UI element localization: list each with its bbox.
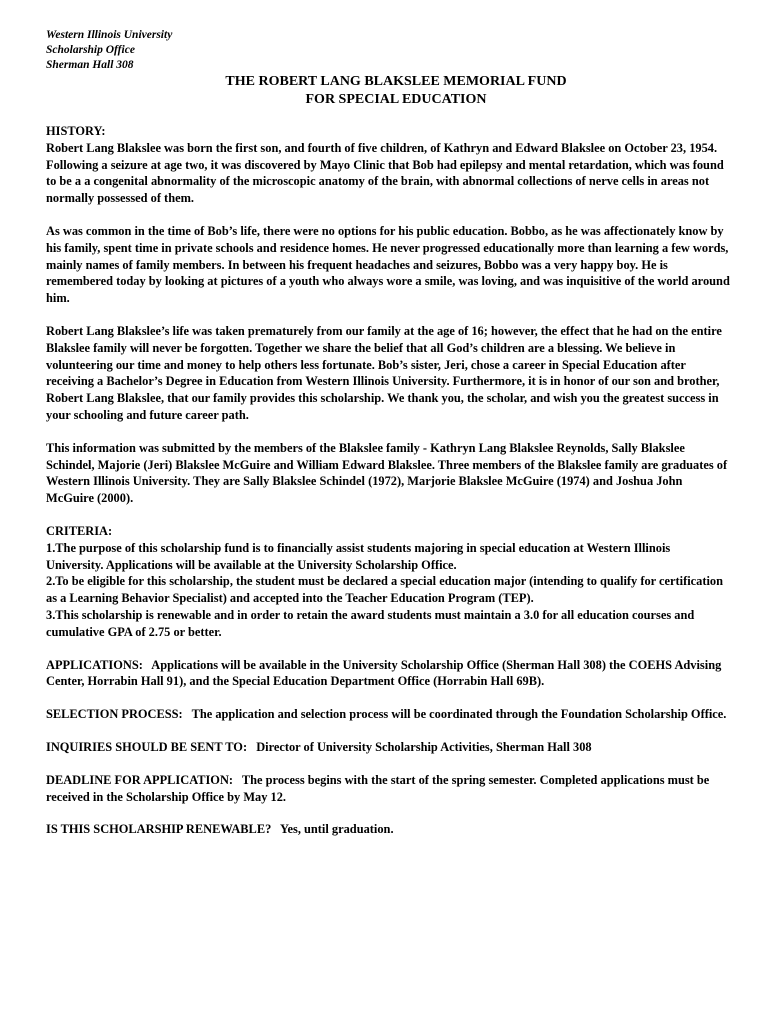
document-title bbox=[46, 73, 730, 109]
inquiries-section bbox=[46, 739, 730, 756]
selection-section bbox=[46, 706, 730, 723]
selection-label: SELECTION PROCESS: bbox=[46, 707, 183, 722]
title-line-1: THE ROBERT LANG BLAKSLEE MEMORIAL FUND bbox=[225, 74, 567, 89]
history-text-1: Robert Lang Blakslee was born the first son, and fourth of five children, of Kathryn and Edward Blakslee on October 23, 1954. Following a seizure at age two, it was discovered by Mayo Clinic that Bob had epilepsy and mental retardation, which was found to be a a congenital abnormality of the microscopic anatomy of the brain, with abnormal collections of nerve cells in areas not normally possessed of them. bbox=[46, 140, 724, 206]
letterhead-address: Sherman Hall 308 bbox=[46, 59, 134, 71]
deadline-section bbox=[46, 772, 730, 806]
selection-text: The application and selection process will be coordinated through the Foundation Scholarship Office. bbox=[191, 707, 727, 722]
criteria-item-1: 1.The purpose of this scholarship fund is to financially assist students majoring in special education at Western Illinois University. Applications will be available at the University Scholarship Office. bbox=[46, 540, 671, 572]
inquiries-label: INQUIRIES SHOULD BE SENT TO: bbox=[46, 739, 248, 754]
deadline-label: DEADLINE FOR APPLICATION: bbox=[46, 772, 234, 787]
criteria-section bbox=[46, 523, 730, 641]
criteria-item-3: 3.This scholarship is renewable and in order to retain the award students must maintain a 3.0 for all education courses and cumulative GPA of 2.75 or better. bbox=[46, 607, 695, 639]
history-paragraph-3: Robert Lang Blakslee’s life was taken prematurely from our family at the age of 16; however, the effect that he had on the entire Blakslee family will never be forgotten. Together we share the belief that all God’s children are a blessing. We believe in volunteering our time and money to help others less fortunate. Bob’s sister, Jeri, chose a career in Special Education after receiving a Bachelor’s Degree in Education from Western Illinois University. Furthermore, it is in honor of our son and brother, Robert Lang Blakslee, that our family provides this scholarship. We thank you, the scholar, and wish you the greatest success in your schooling and future career path. bbox=[46, 323, 722, 422]
inquiries-text: Director of University Scholarship Activities, Sherman Hall 308 bbox=[256, 739, 592, 754]
renewable-label: IS THIS SCHOLARSHIP RENEWABLE? bbox=[46, 822, 272, 837]
document-page bbox=[46, 28, 730, 854]
renewable-section bbox=[46, 821, 730, 838]
applications-label: APPLICATIONS: bbox=[46, 657, 143, 672]
criteria-item-2: 2.To be eligible for this scholarship, the student must be declared a special education major (intending to qualify for certification as a Learning Behavior Specialist) and accepted into the Teacher Education Program (TEP). bbox=[46, 574, 724, 606]
letterhead-office: Scholarship Office bbox=[46, 44, 135, 56]
history-paragraph-1 bbox=[46, 123, 730, 207]
deadline-text: The process begins with the start of the spring semester. Completed applications must be received in the Scholarship Office by May 12. bbox=[46, 772, 710, 804]
renewable-text: Yes, until graduation. bbox=[279, 822, 394, 837]
history-paragraph-4: This information was submitted by the members of the Blakslee family - Kathryn Lang Blakslee Reynolds, Sally Blakslee Schindel, Majorie (Jeri) Blakslee McGuire and William Edward Blakslee. Three members of the Blakslee family are graduates of Western Illinois University. They are Sally Blakslee Schindel (1972), Marjorie Blakslee McGuire (1974) and Joshua John McGuire (2000). bbox=[46, 440, 728, 506]
history-heading: HISTORY: bbox=[46, 124, 106, 138]
letterhead bbox=[46, 28, 730, 73]
criteria-heading: CRITERIA: bbox=[46, 523, 113, 538]
history-paragraph-2: As was common in the time of Bob’s life, there were no options for his public education. Bobbo, as he was affectionately know by his family, spent time in private schools and residence homes. He never progressed educationally more than learning a few words, mainly names of family members. In between his frequent headaches and seizures, Bobbo was a very happy boy. He is remembered today by looking at pictures of a youth who always wore a smile, was loving, and was inquisitive of the world around him. bbox=[46, 223, 730, 306]
applications-text: Applications will be available in the University Scholarship Office (Sherman Hall 308) the COEHS Advising Center, Horrabin Hall 91), and the Special Education Department Office (Horrabin Hall 69B). bbox=[46, 657, 722, 689]
letterhead-university: Western Illinois University bbox=[46, 29, 173, 41]
applications-section bbox=[46, 657, 730, 691]
title-line-2: FOR SPECIAL EDUCATION bbox=[305, 92, 487, 107]
